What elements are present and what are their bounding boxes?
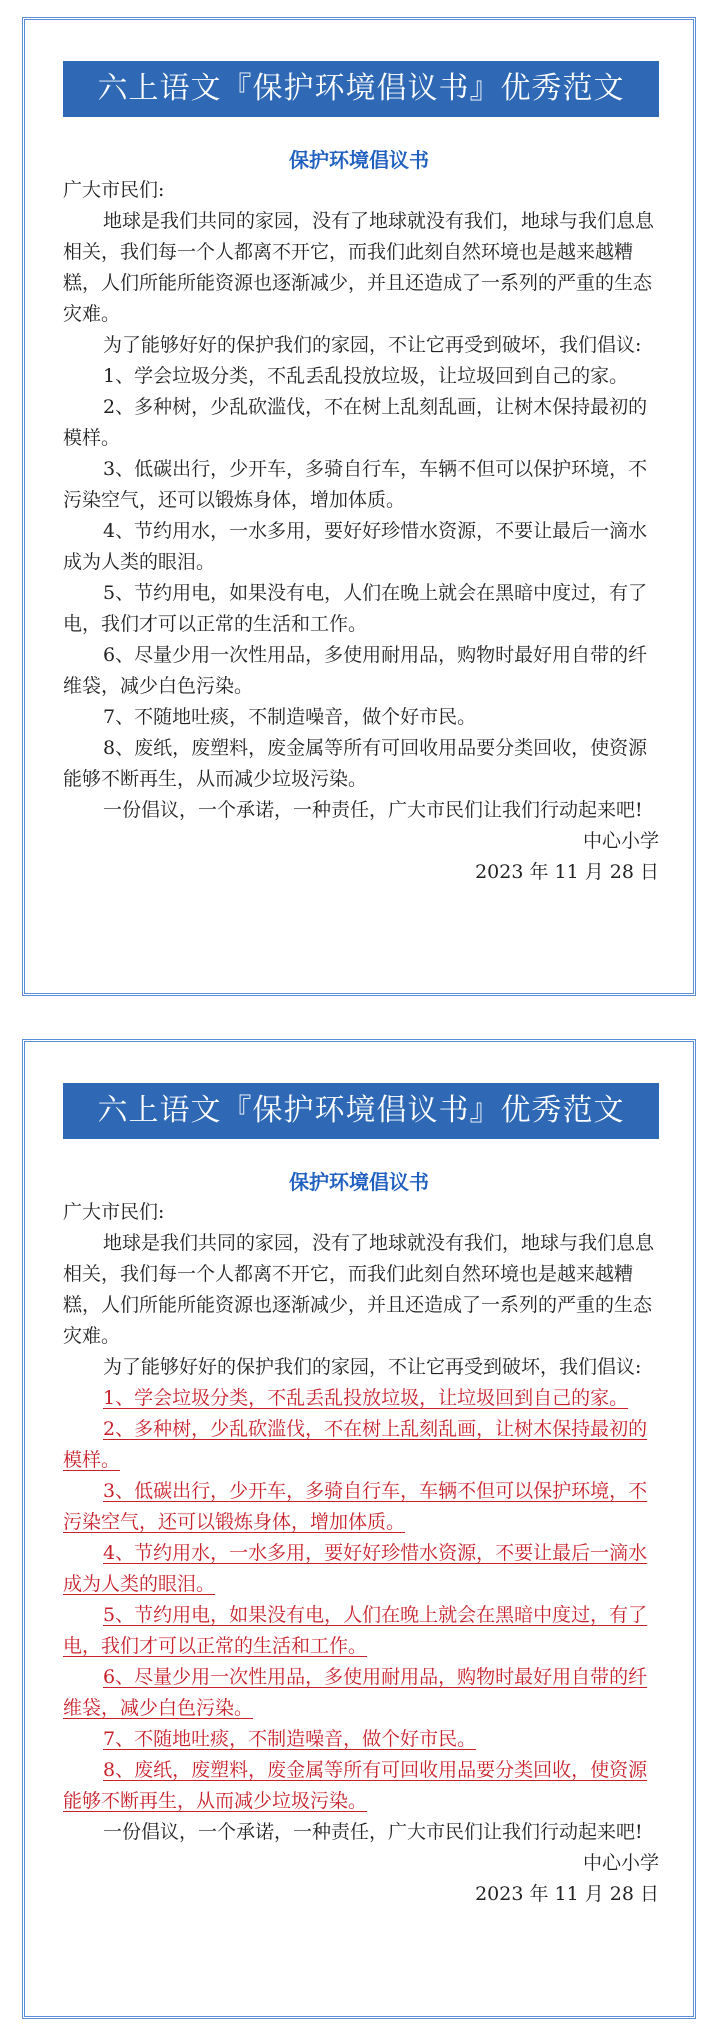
- banner-title: 六上语文『保护环境倡议书』优秀范文: [63, 61, 659, 117]
- date: 2023 年 11 月 28 日: [475, 1883, 659, 1905]
- proposal-item: 7、不随地吐痰，不制造噪音，做个好市民。: [103, 706, 477, 728]
- greeting: 广大市民们:: [63, 179, 165, 201]
- letter-title: 保护环境倡议书: [289, 148, 429, 172]
- call-paragraph: 为了能够好好的保护我们的家园，不让它再受到破坏，我们倡议:: [103, 1356, 642, 1378]
- proposal-item: 4、节约用水，一水多用，要好好珍惜水资源，不要让最后一滴水成为人类的眼泪。: [63, 520, 648, 573]
- highlighted-proposal-item: 4、节约用水，一水多用，要好好珍惜水资源，不要让最后一滴水成为人类的眼泪。: [63, 1542, 648, 1595]
- highlighted-proposal-item: 6、尽量少用一次性用品，多使用耐用品，购物时最好用自带的纤维袋，减少白色污染。: [63, 1666, 648, 1719]
- greeting: 广大市民们:: [63, 1201, 165, 1223]
- closing-paragraph: 一份倡议，一个承诺，一种责任，广大市民们让我们行动起来吧!: [103, 1821, 643, 1843]
- signature: 中心小学: [582, 1852, 659, 1874]
- banner-title: 六上语文『保护环境倡议书』优秀范文: [63, 1083, 659, 1139]
- letter-title: 保护环境倡议书: [289, 1170, 429, 1194]
- document-card-highlighted: [22, 1039, 696, 2019]
- proposal-item: 3、低碳出行，少开车，多骑自行车，车辆不但可以保护环境，不污染空气，还可以锻炼身体，增加体质。: [63, 458, 648, 511]
- highlighted-proposal-item: 1、学会垃圾分类，不乱丢乱投放垃圾，让垃圾回到自己的家。: [103, 1387, 629, 1409]
- proposal-item: 8、废纸，废塑料，废金属等所有可回收用品要分类回收，使资源能够不断再生，从而减少垃圾污染。: [63, 737, 648, 790]
- proposal-item: 6、尽量少用一次性用品，多使用耐用品，购物时最好用自带的纤维袋，减少白色污染。: [63, 644, 648, 697]
- proposal-item: 5、节约用电，如果没有电，人们在晚上就会在黑暗中度过，有了电，我们才可以正常的生活和工作。: [63, 582, 648, 635]
- document-card-plain: [22, 17, 696, 996]
- proposal-item: 1、学会垃圾分类，不乱丢乱投放垃圾，让垃圾回到自己的家。: [103, 365, 629, 387]
- date: 2023 年 11 月 28 日: [475, 861, 659, 883]
- closing-paragraph: 一份倡议，一个承诺，一种责任，广大市民们让我们行动起来吧!: [103, 799, 643, 821]
- highlighted-proposal-item: 8、废纸，废塑料，废金属等所有可回收用品要分类回收，使资源能够不断再生，从而减少垃圾污染。: [63, 1759, 648, 1812]
- highlighted-proposal-item: 7、不随地吐痰，不制造噪音，做个好市民。: [103, 1728, 477, 1750]
- highlighted-proposal-item: 5、节约用电，如果没有电，人们在晚上就会在黑暗中度过，有了电，我们才可以正常的生活和工作。: [63, 1604, 648, 1657]
- proposal-item: 2、多种树，少乱砍滥伐，不在树上乱刻乱画，让树木保持最初的模样。: [63, 396, 648, 449]
- highlighted-proposal-item: 2、多种树，少乱砍滥伐，不在树上乱刻乱画，让树木保持最初的模样。: [63, 1418, 648, 1471]
- intro-paragraph: 地球是我们共同的家园，没有了地球就没有我们，地球与我们息息相关，我们每一个人都离不开它，而我们此刻自然环境也是越来越糟糕，人们所能所能资源也逐渐减少，并且还造成了一系列的严重的生态灾难。: [63, 210, 655, 325]
- highlighted-proposal-item: 3、低碳出行，少开车，多骑自行车，车辆不但可以保护环境，不污染空气，还可以锻炼身体，增加体质。: [63, 1480, 648, 1533]
- letter-body: [63, 1197, 663, 1910]
- signature: 中心小学: [582, 830, 659, 852]
- call-paragraph: 为了能够好好的保护我们的家园，不让它再受到破坏，我们倡议:: [103, 334, 642, 356]
- letter-body: [63, 175, 663, 888]
- intro-paragraph: 地球是我们共同的家园，没有了地球就没有我们，地球与我们息息相关，我们每一个人都离不开它，而我们此刻自然环境也是越来越糟糕，人们所能所能资源也逐渐减少，并且还造成了一系列的严重的生态灾难。: [63, 1232, 655, 1347]
